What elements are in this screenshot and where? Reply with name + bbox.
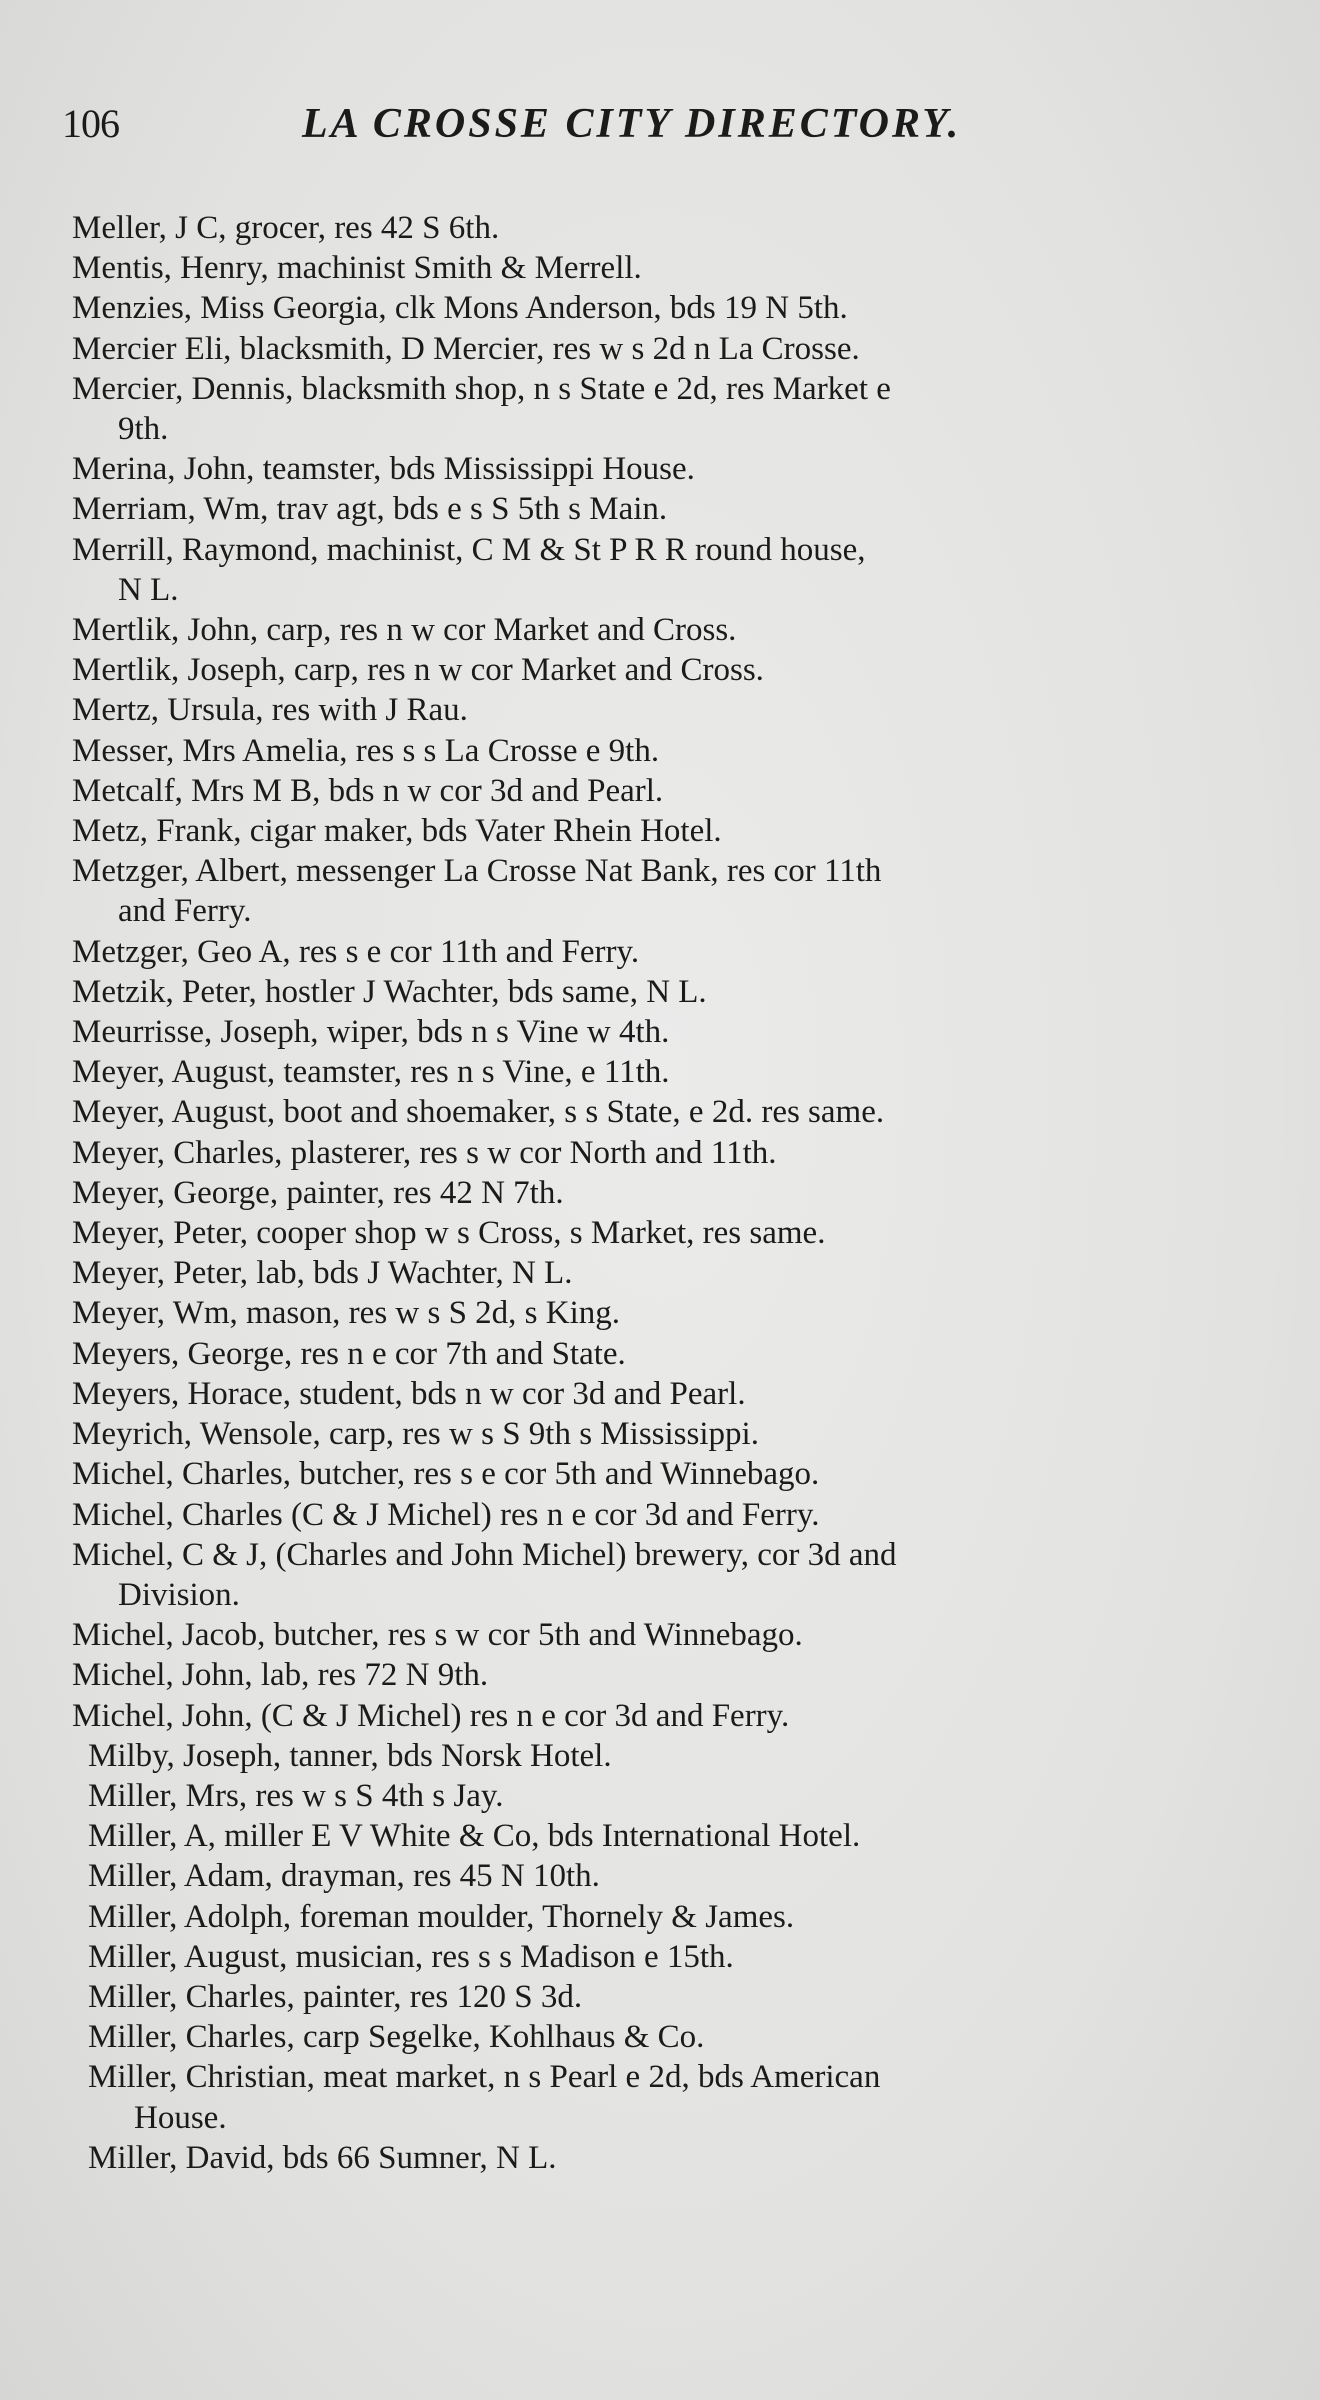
- directory-entry: [72, 1173, 1250, 1213]
- directory-entry: [72, 2057, 1250, 2137]
- directory-entry: [72, 2138, 1250, 2178]
- entry-text: Mercier Eli, blacksmith, D Mercier, res w s 2d n La Crosse.: [72, 330, 860, 367]
- entry-text: Meyer, Charles, plasterer, res s w cor North and 11th.: [72, 1134, 777, 1171]
- directory-entry: [72, 449, 1250, 489]
- directory-entry: [72, 851, 1250, 931]
- entry-text: Michel, John, (C & J Michel) res n e cor 3d and Ferry.: [72, 1697, 790, 1734]
- directory-entry: [72, 1736, 1250, 1776]
- running-title: LA CROSSE CITY DIRECTORY.: [302, 101, 962, 147]
- directory-entry: [72, 1495, 1250, 1535]
- directory-entry: [72, 1655, 1250, 1695]
- entry-text: Mertlik, Joseph, carp, res n w cor Market and Cross.: [72, 652, 764, 689]
- entry-text: Menzies, Miss Georgia, clk Mons Anderson, bds 19 N 5th.: [72, 290, 848, 327]
- entry-text: Miller, August, musician, res s s Madison e 15th.: [88, 1938, 734, 1975]
- entry-continuation: N L.: [118, 571, 179, 608]
- entry-text: Meyer, Wm, mason, res w s S 2d, s King.: [72, 1295, 621, 1332]
- entry-text: Merina, John, teamster, bds Mississippi House.: [72, 451, 695, 488]
- entry-text: Miller, Christian, meat market, n s Pearl e 2d, bds American: [88, 2059, 881, 2096]
- entry-text: Mercier, Dennis, blacksmith shop, n s State e 2d, res Market e: [72, 370, 891, 407]
- directory-entry: [72, 1776, 1250, 1816]
- entry-text: Miller, Adam, drayman, res 45 N 10th.: [88, 1858, 600, 1895]
- directory-entry: [72, 932, 1250, 972]
- entry-text: Meyer, Peter, lab, bds J Wachter, N L.: [72, 1255, 573, 1292]
- entry-text: Meller, J C, grocer, res 42 S 6th.: [72, 210, 500, 246]
- directory-entry: [72, 208, 1250, 248]
- entry-text: Merrill, Raymond, machinist, C M & St P R R round house,: [72, 531, 866, 568]
- directory-entry: [72, 1897, 1250, 1937]
- directory-entry: [72, 1213, 1250, 1253]
- directory-entry: [72, 329, 1250, 369]
- entry-text: Metz, Frank, cigar maker, bds Vater Rhein Hotel.: [72, 813, 722, 850]
- entry-text: Metzger, Geo A, res s e cor 11th and Ferry.: [72, 933, 640, 970]
- entry-text: Meyer, August, boot and shoemaker, s s State, e 2d. res same.: [72, 1094, 885, 1131]
- entry-text: Metcalf, Mrs M B, bds n w cor 3d and Pearl.: [72, 772, 664, 809]
- directory-entry: [72, 2017, 1250, 2057]
- page-header: [62, 100, 1262, 160]
- entry-text: Meyer, George, painter, res 42 N 7th.: [72, 1174, 564, 1211]
- directory-entry: [72, 530, 1250, 610]
- entry-text: Meurrisse, Joseph, wiper, bds n s Vine w 4th.: [72, 1014, 670, 1051]
- directory-entry: [72, 489, 1250, 529]
- entry-text: Miller, Charles, painter, res 120 S 3d.: [88, 1978, 583, 2015]
- entry-text: Miller, Charles, carp Segelke, Kohlhaus & Co.: [88, 2019, 705, 2056]
- directory-entry: [72, 1454, 1250, 1494]
- directory-entry: [72, 1293, 1250, 1333]
- entry-text: Meyer, Peter, cooper shop w s Cross, s Market, res same.: [72, 1215, 826, 1252]
- directory-entry: [72, 1052, 1250, 1092]
- entry-text: Messer, Mrs Amelia, res s s La Crosse e 9th.: [72, 732, 660, 769]
- entry-text: Milby, Joseph, tanner, bds Norsk Hotel.: [88, 1737, 612, 1774]
- directory-entry: [72, 1977, 1250, 2017]
- entry-text: Miller, A, miller E V White & Co, bds International Hotel.: [88, 1818, 861, 1855]
- entry-text: Miller, Mrs, res w s S 4th s Jay.: [88, 1777, 504, 1814]
- directory-entry: [72, 248, 1250, 288]
- directory-entry: [72, 1012, 1250, 1052]
- entry-text: Meyers, Horace, student, bds n w cor 3d and Pearl.: [72, 1375, 746, 1412]
- entry-text: Michel, C & J, (Charles and John Michel) brewery, cor 3d and: [72, 1536, 897, 1573]
- directory-entry: [72, 771, 1250, 811]
- entry-text: Meyers, George, res n e cor 7th and State.: [72, 1335, 626, 1372]
- entry-text: Metzik, Peter, hostler J Wachter, bds same, N L.: [72, 973, 707, 1010]
- entry-text: Michel, John, lab, res 72 N 9th.: [72, 1657, 489, 1694]
- directory-entry: [72, 1414, 1250, 1454]
- directory-entry: [72, 1253, 1250, 1293]
- page-number: 106: [62, 101, 119, 146]
- directory-entry: [72, 1374, 1250, 1414]
- entry-text: Mertlik, John, carp, res n w cor Market and Cross.: [72, 612, 737, 649]
- directory-entry: [72, 1615, 1250, 1655]
- directory-entry: [72, 811, 1250, 851]
- entry-text: Michel, Charles (C & J Michel) res n e cor 3d and Ferry.: [72, 1496, 820, 1533]
- directory-entry: [72, 1535, 1250, 1615]
- directory-entry: [72, 369, 1250, 449]
- directory-entry: [72, 1696, 1250, 1736]
- directory-entry: [72, 650, 1250, 690]
- entry-text: Metzger, Albert, messenger La Crosse Nat Bank, res cor 11th: [72, 853, 882, 890]
- directory-entry: [72, 1816, 1250, 1856]
- entry-continuation: and Ferry.: [118, 893, 252, 930]
- entry-text: Mertz, Ursula, res with J Rau.: [72, 692, 468, 729]
- directory-entries: [72, 208, 1250, 2178]
- entry-continuation: Division.: [118, 1576, 240, 1613]
- directory-entry: [72, 1937, 1250, 1977]
- entry-text: Meyrich, Wensole, carp, res w s S 9th s Mississippi.: [72, 1416, 759, 1453]
- entry-continuation: House.: [134, 2099, 227, 2136]
- directory-entry: [72, 1856, 1250, 1896]
- entry-text: Miller, David, bds 66 Sumner, N L.: [88, 2139, 557, 2176]
- directory-entry: [72, 610, 1250, 650]
- directory-entry: [72, 731, 1250, 771]
- directory-entry: [72, 690, 1250, 730]
- entry-continuation: 9th.: [118, 411, 169, 448]
- entry-text: Meyer, August, teamster, res n s Vine, e 11th.: [72, 1054, 670, 1091]
- directory-entry: [72, 288, 1250, 328]
- directory-entry: [72, 1334, 1250, 1374]
- entry-text: Mentis, Henry, machinist Smith & Merrell.: [72, 250, 642, 287]
- directory-entry: [72, 972, 1250, 1012]
- directory-entry: [72, 1092, 1250, 1132]
- entry-text: Merriam, Wm, trav agt, bds e s S 5th s Main.: [72, 491, 668, 528]
- directory-entry: [72, 1133, 1250, 1173]
- entry-text: Michel, Jacob, butcher, res s w cor 5th and Winnebago.: [72, 1617, 803, 1654]
- entry-text: Michel, Charles, butcher, res s e cor 5th and Winnebago.: [72, 1456, 820, 1493]
- entry-text: Miller, Adolph, foreman moulder, Thornely & James.: [88, 1898, 795, 1935]
